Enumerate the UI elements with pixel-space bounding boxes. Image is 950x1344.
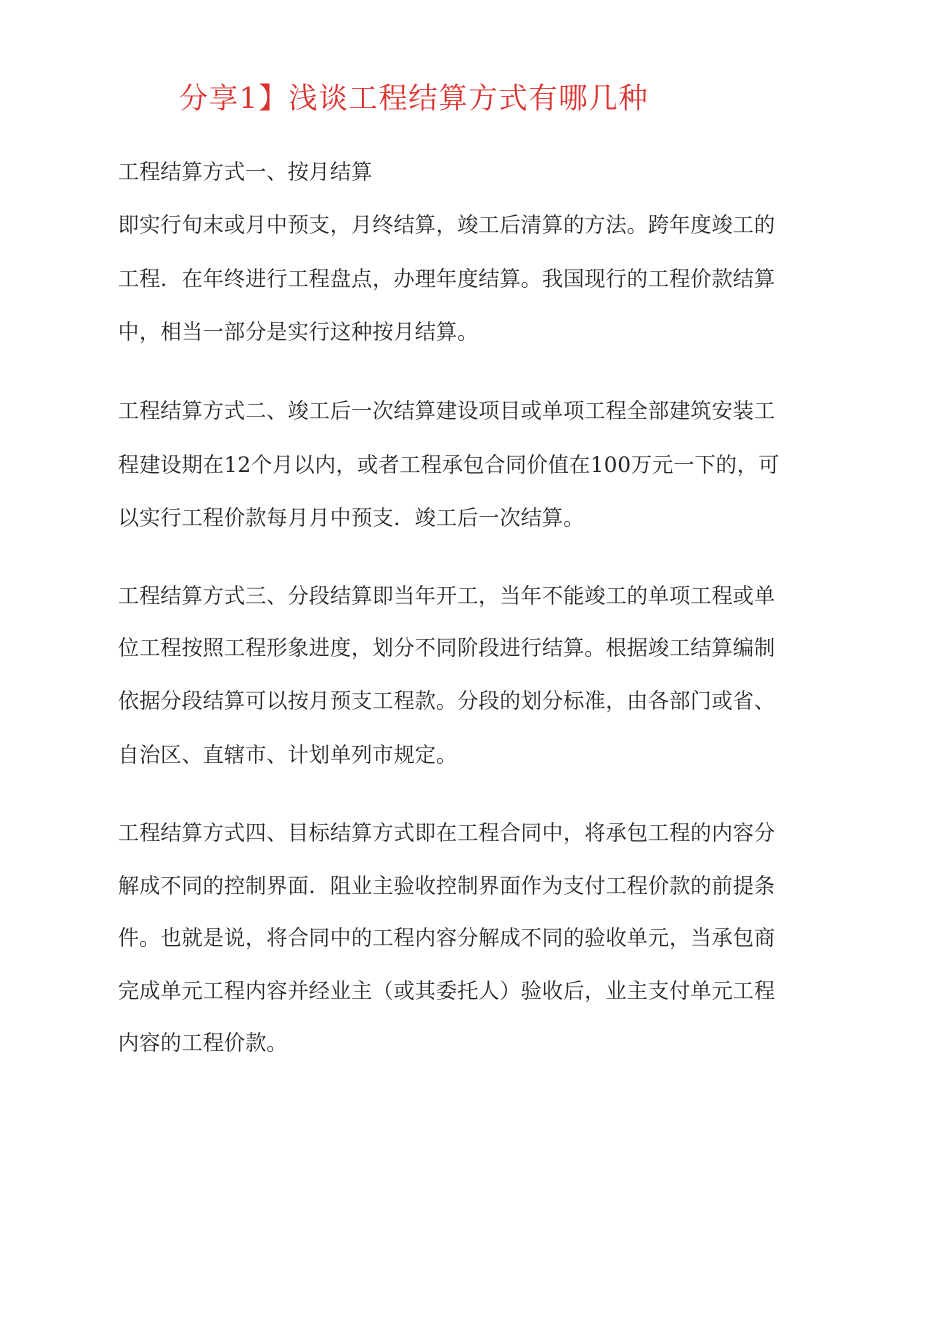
paragraph-2-line-3: 以实行工程价款每月月中预支．竣工后一次结算。 [118,506,585,530]
paragraph-3-line-2: 位工程按照工程形象进度，划分不同阶段进行结算。根据竣工结算编制 [118,636,776,660]
paragraph-3-line-3: 依据分段结算可以按月预支工程款。分段的划分标准，由各部门或省、 [118,689,776,713]
document-title: 分享1】浅谈工程结算方式有哪几种 [179,81,649,115]
paragraph-3-line-4: 自治区、直辖市、计划单列市规定。 [118,743,458,767]
paragraph-2-line-1: 工程结算方式二、竣工后一次结算建设项目或单项工程全部建筑安装工 [118,399,776,423]
paragraph-1-line-1: 即实行旬末或月中预支，月终结算，竣工后清算的方法。跨年度竣工的 [118,213,776,237]
section-heading-1: 工程结算方式一、按月结算 [118,160,373,184]
paragraph-3-line-1: 工程结算方式三、分段结算即当年开工，当年不能竣工的单项工程或单 [118,584,776,608]
paragraph-4-line-1: 工程结算方式四、目标结算方式即在工程合同中，将承包工程的内容分 [118,821,776,845]
paragraph-1-line-3: 中，相当一部分是实行这种按月结算。 [118,320,479,344]
paragraph-1-line-2: 工程．在年终进行工程盘点，办理年度结算。我国现行的工程价款结算 [118,267,776,291]
paragraph-4-line-3: 件。也就是说，将合同中的工程内容分解成不同的验收单元，当承包商 [118,926,776,950]
paragraph-4-line-5: 内容的工程价款。 [118,1031,288,1055]
paragraph-2-line-2: 程建设期在12个月以内，或者工程承包合同价值在100万元一下的，可 [118,453,780,477]
paragraph-4-line-4: 完成单元工程内容并经业主（或其委托人）验收后，业主支付单元工程 [118,979,776,1003]
paragraph-4-line-2: 解成不同的控制界面．阻业主验收控制界面作为支付工程价款的前提条 [118,874,776,898]
